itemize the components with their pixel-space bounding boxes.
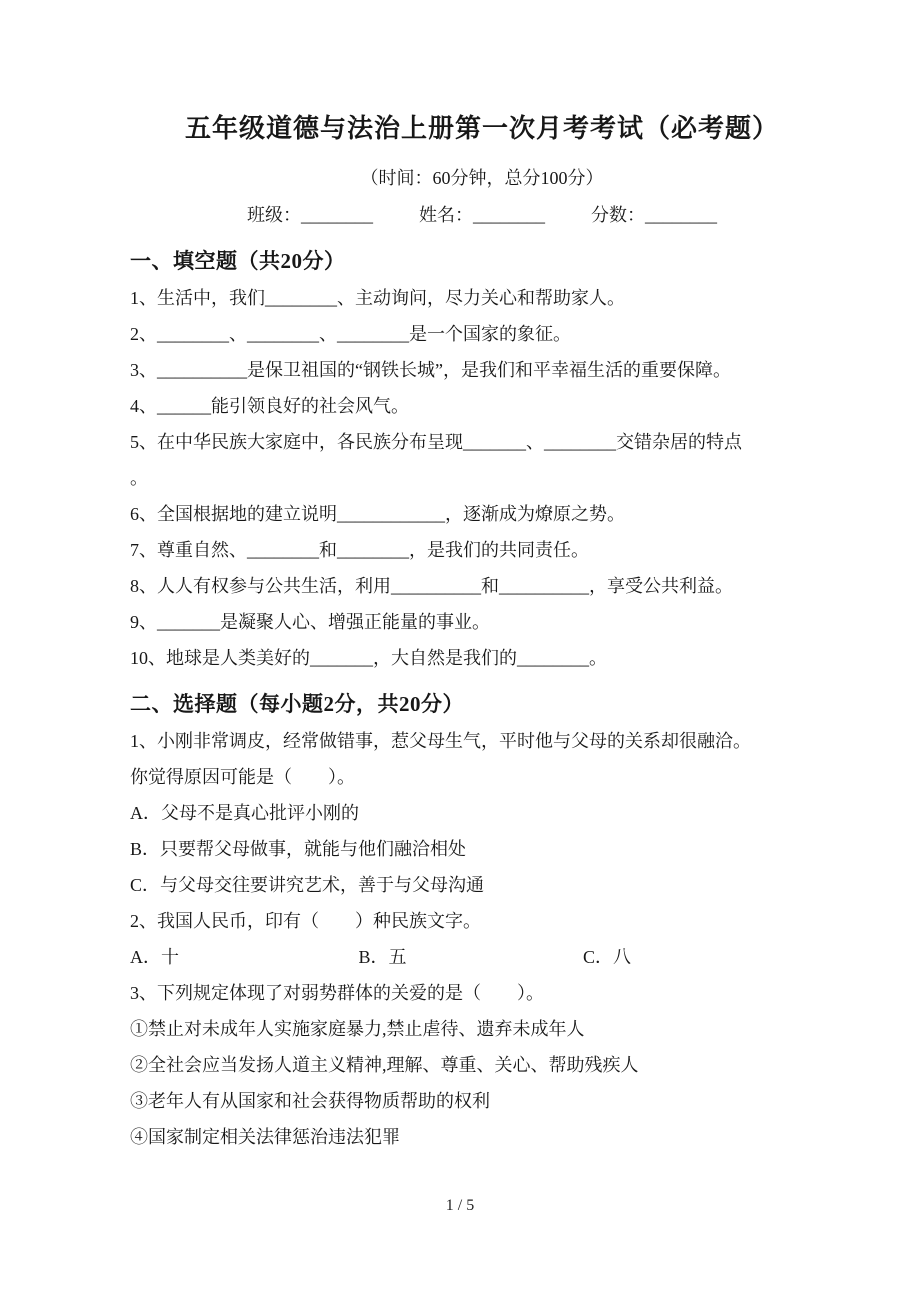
fill-blank-item-4: 4、______能引领良好的社会风气。	[130, 396, 409, 416]
page-number: 1 / 5	[445, 1197, 475, 1214]
section-2-heading: 二、选择题（每小题2分，共20分）	[130, 692, 464, 716]
choice-q3-statement-1: ①禁止对未成年人实施家庭暴力,禁止虐待、遗弃未成年人	[130, 1019, 585, 1039]
choice-question-3: 3、下列规定体现了对弱势群体的关爱的是（ ）。	[130, 983, 544, 1003]
choice-q2-options-row	[130, 945, 834, 969]
name-field	[419, 203, 545, 227]
score-field	[591, 203, 717, 227]
exam-meta-line: （时间：60分钟，总分100分）	[360, 168, 604, 188]
fill-blank-item-7: 7、尊重自然、________和________，是我们的共同责任。	[130, 540, 589, 560]
choice-q2-option-b: B．五	[358, 947, 407, 967]
fill-blank-item-6: 6、全国根据地的建立说明____________，逐渐成为燎原之势。	[130, 504, 625, 524]
student-info-row	[130, 203, 834, 227]
fill-blank-item-9: 9、_______是凝聚人心、增强正能量的事业。	[130, 612, 490, 632]
choice-question-2: 2、我国人民币，印有（ ）种民族文字。	[130, 911, 481, 931]
fill-blank-item-1: 1、生活中，我们________、主动询问，尽力关心和帮助家人。	[130, 288, 625, 308]
choice-question-1-line-2: 你觉得原因可能是（ ）。	[130, 767, 355, 787]
fill-blank-item-5: 5、在中华民族大家庭中，各民族分布呈现_______、________交错杂居的特点	[130, 432, 742, 452]
choice-question-1-line-1: 1、小刚非常调皮，经常做错事，惹父母生气，平时他与父母的关系却很融洽。	[130, 731, 751, 751]
fill-blank-item-3: 3、__________是保卫祖国的“钢铁长城”，是我们和平幸福生活的重要保障。	[130, 360, 731, 380]
class-label: 班级：	[247, 205, 301, 225]
choice-q1-option-c: C．与父母交往要讲究艺术，善于与父母沟通	[130, 875, 485, 895]
choice-q2-option-a: A．十	[130, 947, 179, 967]
choice-q3-statement-4: ④国家制定相关法律惩治违法犯罪	[130, 1127, 400, 1147]
choice-q1-option-b: B．只要帮父母做事，就能与他们融洽相处	[130, 839, 467, 859]
page-title: 五年级道德与法治上册第一次月考考试（必考题）	[184, 114, 779, 143]
score-label: 分数：	[591, 205, 645, 225]
choice-q1-option-a: A．父母不是真心批评小刚的	[130, 803, 359, 823]
fill-blank-item-8: 8、人人有权参与公共生活，利用__________和__________，享受公共利益。	[130, 576, 733, 596]
name-label: 姓名：	[419, 205, 473, 225]
fill-blank-item-5-continuation: 。	[130, 468, 148, 488]
score-blank: ________	[645, 205, 717, 225]
class-field	[247, 203, 373, 227]
choice-q2-option-c: C．八	[583, 947, 632, 967]
class-blank: ________	[301, 205, 373, 225]
choice-q3-statement-2: ②全社会应当发扬人道主义精神,理解、尊重、关心、帮助残疾人	[130, 1055, 639, 1075]
fill-blank-item-10: 10、地球是人类美好的_______，大自然是我们的________。	[130, 648, 607, 668]
fill-blank-item-2: 2、________、________、________是一个国家的象征。	[130, 324, 571, 344]
choice-q3-statement-3: ③老年人有从国家和社会获得物质帮助的权利	[130, 1091, 490, 1111]
section-1-heading: 一、填空题（共20分）	[130, 249, 346, 273]
name-blank: ________	[473, 205, 545, 225]
